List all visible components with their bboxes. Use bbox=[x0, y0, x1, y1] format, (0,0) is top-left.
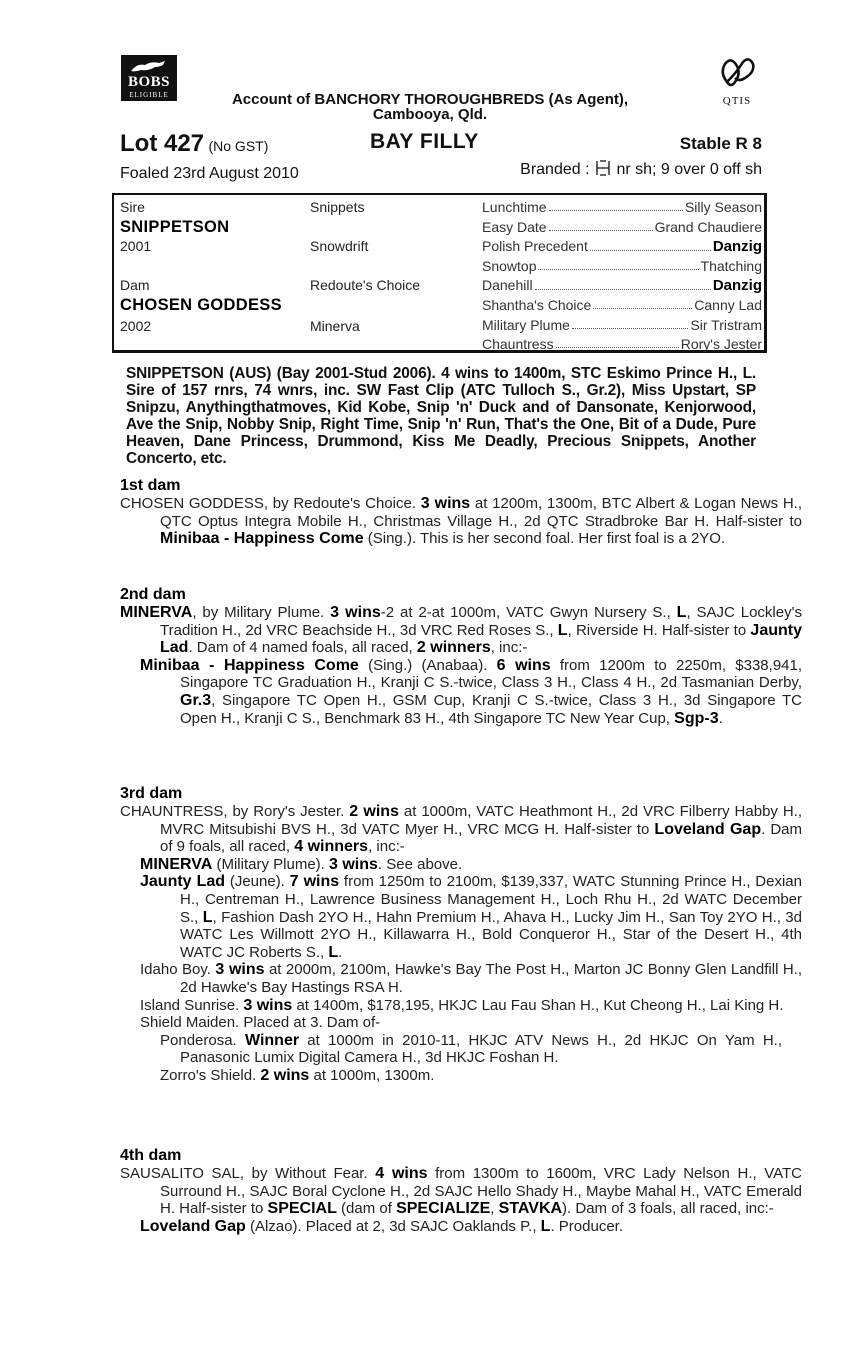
dam-name: CHOSEN GODDESS bbox=[120, 296, 282, 314]
ancestor-row: Easy Date Grand Chaudiere bbox=[482, 219, 762, 235]
foaled-date: Foaled 23rd August 2010 bbox=[120, 165, 299, 182]
sire-name: SNIPPETSON bbox=[120, 218, 230, 236]
gst-note: (No GST) bbox=[208, 138, 269, 154]
ancestor-row: Danehill Danzig bbox=[482, 277, 762, 294]
progeny-entry: MINERVA (Military Plume). 3 wins. See above. bbox=[140, 855, 463, 873]
dam-paragraph: MINERVA, by Military Plume. 3 wins-2 at 2-at 1000m, VATC Gwyn Nursery S., L, SAJC Lockley's Tradition H., 2d VRC Beachside H., 3d VRC Red Roses S., L, Riverside H. Half-sister to Jaunty Lad. Dam of 4 named foals, all raced, 2 winners, inc:- bbox=[120, 604, 802, 657]
lot-description: BAY FILLY bbox=[370, 130, 479, 153]
bobs-logo-text: BOBS bbox=[127, 74, 171, 90]
dam-dam: Minerva bbox=[310, 318, 360, 334]
section-heading: 1st dam bbox=[120, 477, 181, 494]
sire-year: 2001 bbox=[120, 238, 152, 254]
ancestor-row: Snowtop Thatching bbox=[482, 258, 762, 274]
dam-paragraph: SAUSALITO SAL, by Without Fear. 4 wins from 1300m to 1600m, VRC Lady Nelson H., VATC Surround H., SAJC Boral Cyclone H., 2d SAJC Hello Shady H., Maybe Mahal H., VATC Emerald H. Half-sister to SPECIAL (dam of SPECIALIZE, STAVKA). Dam of 3 foals, all raced, inc:- bbox=[120, 1165, 803, 1218]
section-heading: 2nd dam bbox=[120, 586, 186, 603]
pedigree-table bbox=[112, 193, 767, 353]
first-dam-section bbox=[120, 477, 802, 548]
ancestor-row: Polish Precedent Danzig bbox=[482, 238, 762, 255]
fourth-dam-section bbox=[120, 1147, 802, 1235]
branded-info bbox=[520, 160, 762, 179]
dam-paragraph: CHOSEN GODDESS, by Redoute's Choice. 3 wins at 1200m, 1300m, BTC Albert & Logan News H., QTC Optus Integra Mobile H., Christmas Village H., 2d QTC Stradbroke Bar H. Half-sister to Minibaa - Happiness Come (Sing.). This is her second foal. Her first foal is a 2YO. bbox=[120, 495, 802, 548]
dam-paragraph: CHAUNTRESS, by Rory's Jester. 2 wins at 1000m, VATC Heathmont H., 2d VRC Filberry Habby H., MVRC Mitsubishi BVS H., 3d VATC Myer H., VRC MCG H. Half-sister to Loveland Gap. Dam of 9 foals, all raced, 4 winners, inc:- bbox=[120, 803, 803, 856]
progeny-entry: Loveland Gap (Alzao). Placed at 2, 3d SAJC Oaklands P., L. Producer. bbox=[140, 1217, 623, 1235]
sire-sire: Snippets bbox=[310, 199, 365, 215]
grand-progeny-entry: Zorro's Shield. 2 wins at 1000m, 1300m. bbox=[160, 1066, 435, 1084]
progeny-entry: Island Sunrise. 3 wins at 1400m, $178,195, HKJC Lau Fau Shan H., Kut Cheong H., Lai King H. bbox=[140, 996, 784, 1014]
vendor-line1: Account of BANCHORY THOROUGHBREDS (As Agent), bbox=[231, 91, 629, 108]
second-dam-section bbox=[120, 586, 802, 727]
lot-header bbox=[120, 130, 762, 156]
eligible-logo-text: ELIGIBLE bbox=[129, 91, 169, 99]
grand-progeny-entry: Ponderosa. Winner at 1000m in 2010-11, HKJC ATV News H., 2d HKJC On Yam H., Panasonic Lumix Digital Camera H., 3d HKJC Foshan H. bbox=[160, 1031, 783, 1067]
progeny-entry: Idaho Boy. 3 wins at 2000m, 2100m, Hawke's Bay The Post H., Marton JC Bonny Glen Landfill H., 2d Hawke's Bay Hastings RSA H. bbox=[140, 961, 803, 996]
stable-number: Stable R 8 bbox=[679, 134, 762, 153]
ancestor-row: Lunchtime Silly Season bbox=[482, 199, 762, 215]
section-heading: 3rd dam bbox=[120, 785, 183, 802]
horse-icon bbox=[129, 59, 169, 75]
progeny-entry: Shield Maiden. Placed at 3. Dam of- bbox=[140, 1014, 381, 1032]
dam-year: 2002 bbox=[120, 318, 152, 334]
dam-label: Dam bbox=[120, 277, 150, 293]
ancestor-row: Military Plume Sir Tristram bbox=[482, 317, 762, 333]
sire-dam: Snowdrift bbox=[310, 238, 369, 254]
ancestor-row: Shantha's Choice Canny Lad bbox=[482, 297, 762, 313]
lot-number: Lot 427 bbox=[120, 130, 205, 157]
third-dam-section bbox=[120, 785, 802, 1085]
progeny-entry: Jaunty Lad (Jeune). 7 wins from 1250m to 2100m, $139,337, WATC Stunning Prince H., Dexian H., Centreman H., Lawrence Business Management H., Loch Rhu H., 2d WATC December S., L, Fashion Dash 2YO H., Hahn Premium H., Ahava H., Lucky Jim H., San Toy 2YO H., 3d WATC Les Willmott 2YO H., Killawarra H., Bold Conqueror H., Star of the Desert H., 4th WATC JC Roberts S., L. bbox=[140, 873, 802, 961]
sire-summary: SNIPPETSON (AUS) (Bay 2001-Stud 2006). 4 wins to 1400m, STC Eskimo Prince H., L. Sire of 157 rnrs, 74 wnrs, inc. SW Fast Clip (ATC Tulloch S., Gr.2), Miss Upstart, SP Snipzu, Anythingthatmoves, Kid Kobe, Snip 'n' Duck and of Dansonate, Kenjorwood, Ave the Snip, Nobby Snip, Right Time, Snip 'n' Run, That's the One, Bit of a Dude, Pure Heaven, Dane Princess, Drummond, Kiss Me Deadly, Precious Snippets, Another Concerto, etc. bbox=[126, 365, 756, 467]
sire-label: Sire bbox=[120, 199, 145, 215]
section-heading: 4th dam bbox=[120, 1147, 182, 1164]
qtis-emblem-icon bbox=[715, 52, 759, 92]
vendor-line2: Cambooya, Qld. bbox=[372, 106, 488, 123]
progeny-entry: Minibaa - Happiness Come (Sing.) (Anabaa). 6 wins from 1200m to 2250m, $338,941, Singapore TC Graduation H., Kranji C S.-twice, Class 3 H., Class 4 H., 2d Tasmanian Derby, Gr.3, Singapore TC Open H., GSM Cup, Kranji C S.-twice, Class 3 H., 3d Singapore TC Open H., Kranji C S., Benchmark 83 H., 4th Singapore TC New Year Cup, Sgp-3. bbox=[140, 656, 803, 727]
branded-details: nr sh; 9 over 0 off sh bbox=[616, 161, 762, 178]
brand-mark-icon bbox=[594, 160, 612, 176]
qtis-text: QTIS bbox=[722, 95, 752, 107]
ancestor-row: Chauntress Rory's Jester bbox=[482, 336, 762, 352]
dam-sire: Redoute's Choice bbox=[310, 277, 421, 293]
branded-label: Branded : bbox=[520, 161, 590, 178]
